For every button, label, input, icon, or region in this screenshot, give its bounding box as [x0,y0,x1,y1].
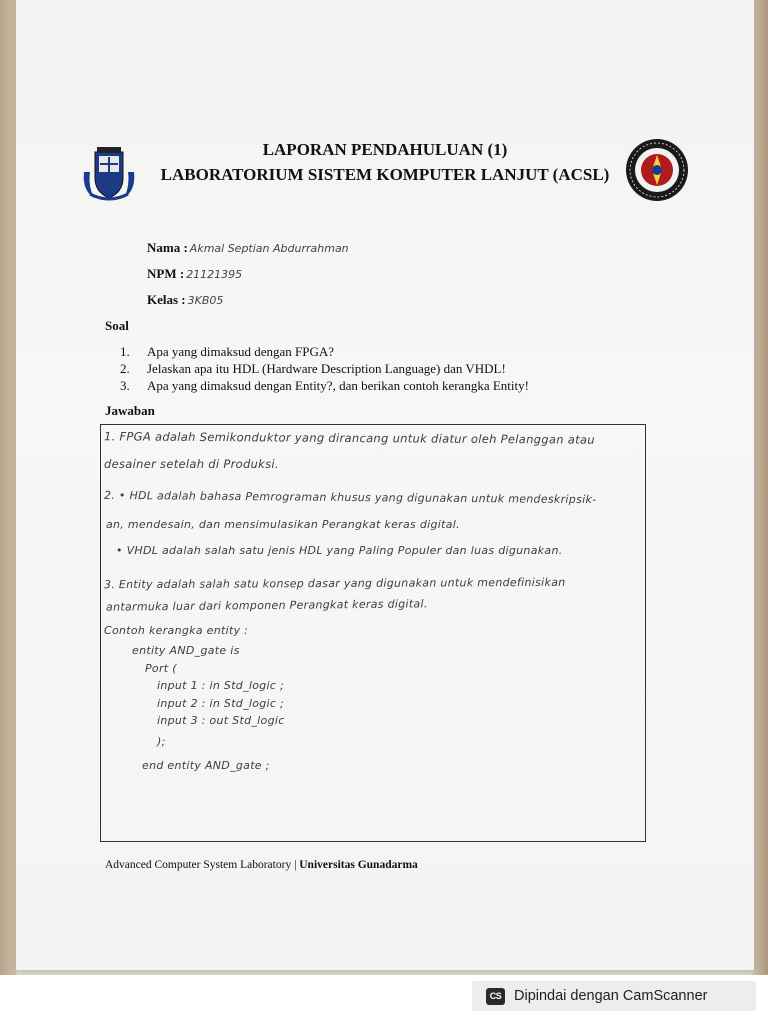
nama-value: Akmal Septian Abdurrahman [189,242,349,255]
code-line: entity AND_gate is [132,644,240,657]
kelas-label: Kelas : [147,292,186,307]
question-item: 3. Apa yang dimaksud dengan Entity?, dan berikan contoh kerangka Entity! [120,378,529,393]
nama-row [147,240,349,256]
camscanner-watermark [472,981,756,1011]
answer-line: antarmuka luar dari komponen Perangkat keras digital. [105,597,428,614]
kelas-row [147,292,223,308]
gunadarma-seal-logo [624,137,690,203]
answer-line: 3. Entity adalah salah satu konsep dasar yang digunakan untuk mendefinisikan [103,575,566,592]
npm-row [147,266,242,282]
code-line: input 3 : out Std_logic [157,714,285,727]
page-footer [105,859,418,871]
answer-line: 2. • HDL adalah bahasa Pemrograman khusus yang digunakan untuk mendeskripsik- [103,488,597,507]
footer-university: Universitas Gunadarma [299,859,418,871]
answer-line: 1. FPGA adalah Semikonduktor yang dirancang untuk diatur oleh Pelanggan atau [103,429,595,447]
report-heading [150,140,620,186]
kelas-value: 3KB05 [187,294,224,307]
soal-heading: Soal [105,318,129,333]
npm-value: 21121395 [186,268,243,281]
answer-line: • VHDL adalah salah satu jenis HDL yang Paling Populer dan luas digunakan. [116,544,563,557]
code-line: input 1 : in Std_logic ; [157,679,285,692]
question-list [120,343,529,394]
university-crest-logo [80,142,138,204]
npm-label: NPM : [147,266,185,281]
camscanner-icon: CS [486,988,505,1005]
lab-name: LABORATORIUM SISTEM KOMPUTER LANJUT (ACSL) [160,165,610,184]
answer-line: desainer setelah di Produksi. [104,457,279,471]
question-item: 2. Jelaskan apa itu HDL (Hardware Description Language) dan VHDL! [120,361,506,376]
code-line: Port ( [145,662,177,675]
answer-line: Contoh kerangka entity : [104,624,249,637]
jawaban-heading: Jawaban [105,403,155,418]
watermark-text: Dipindai dengan CamScanner [514,988,708,1004]
question-item: 1. Apa yang dimaksud dengan FPGA? [120,344,335,359]
code-line: end entity AND_gate ; [142,759,270,772]
answer-line: an, mendesain, dan mensimulasikan Perangkat keras digital. [106,518,460,531]
code-line: ); [157,735,166,748]
footer-lab: Advanced Computer System Laboratory | [105,859,300,871]
nama-label: Nama : [147,240,188,255]
code-line: input 2 : in Std_logic ; [157,697,285,710]
report-title: LAPORAN PENDAHULUAN (1) [262,140,508,159]
